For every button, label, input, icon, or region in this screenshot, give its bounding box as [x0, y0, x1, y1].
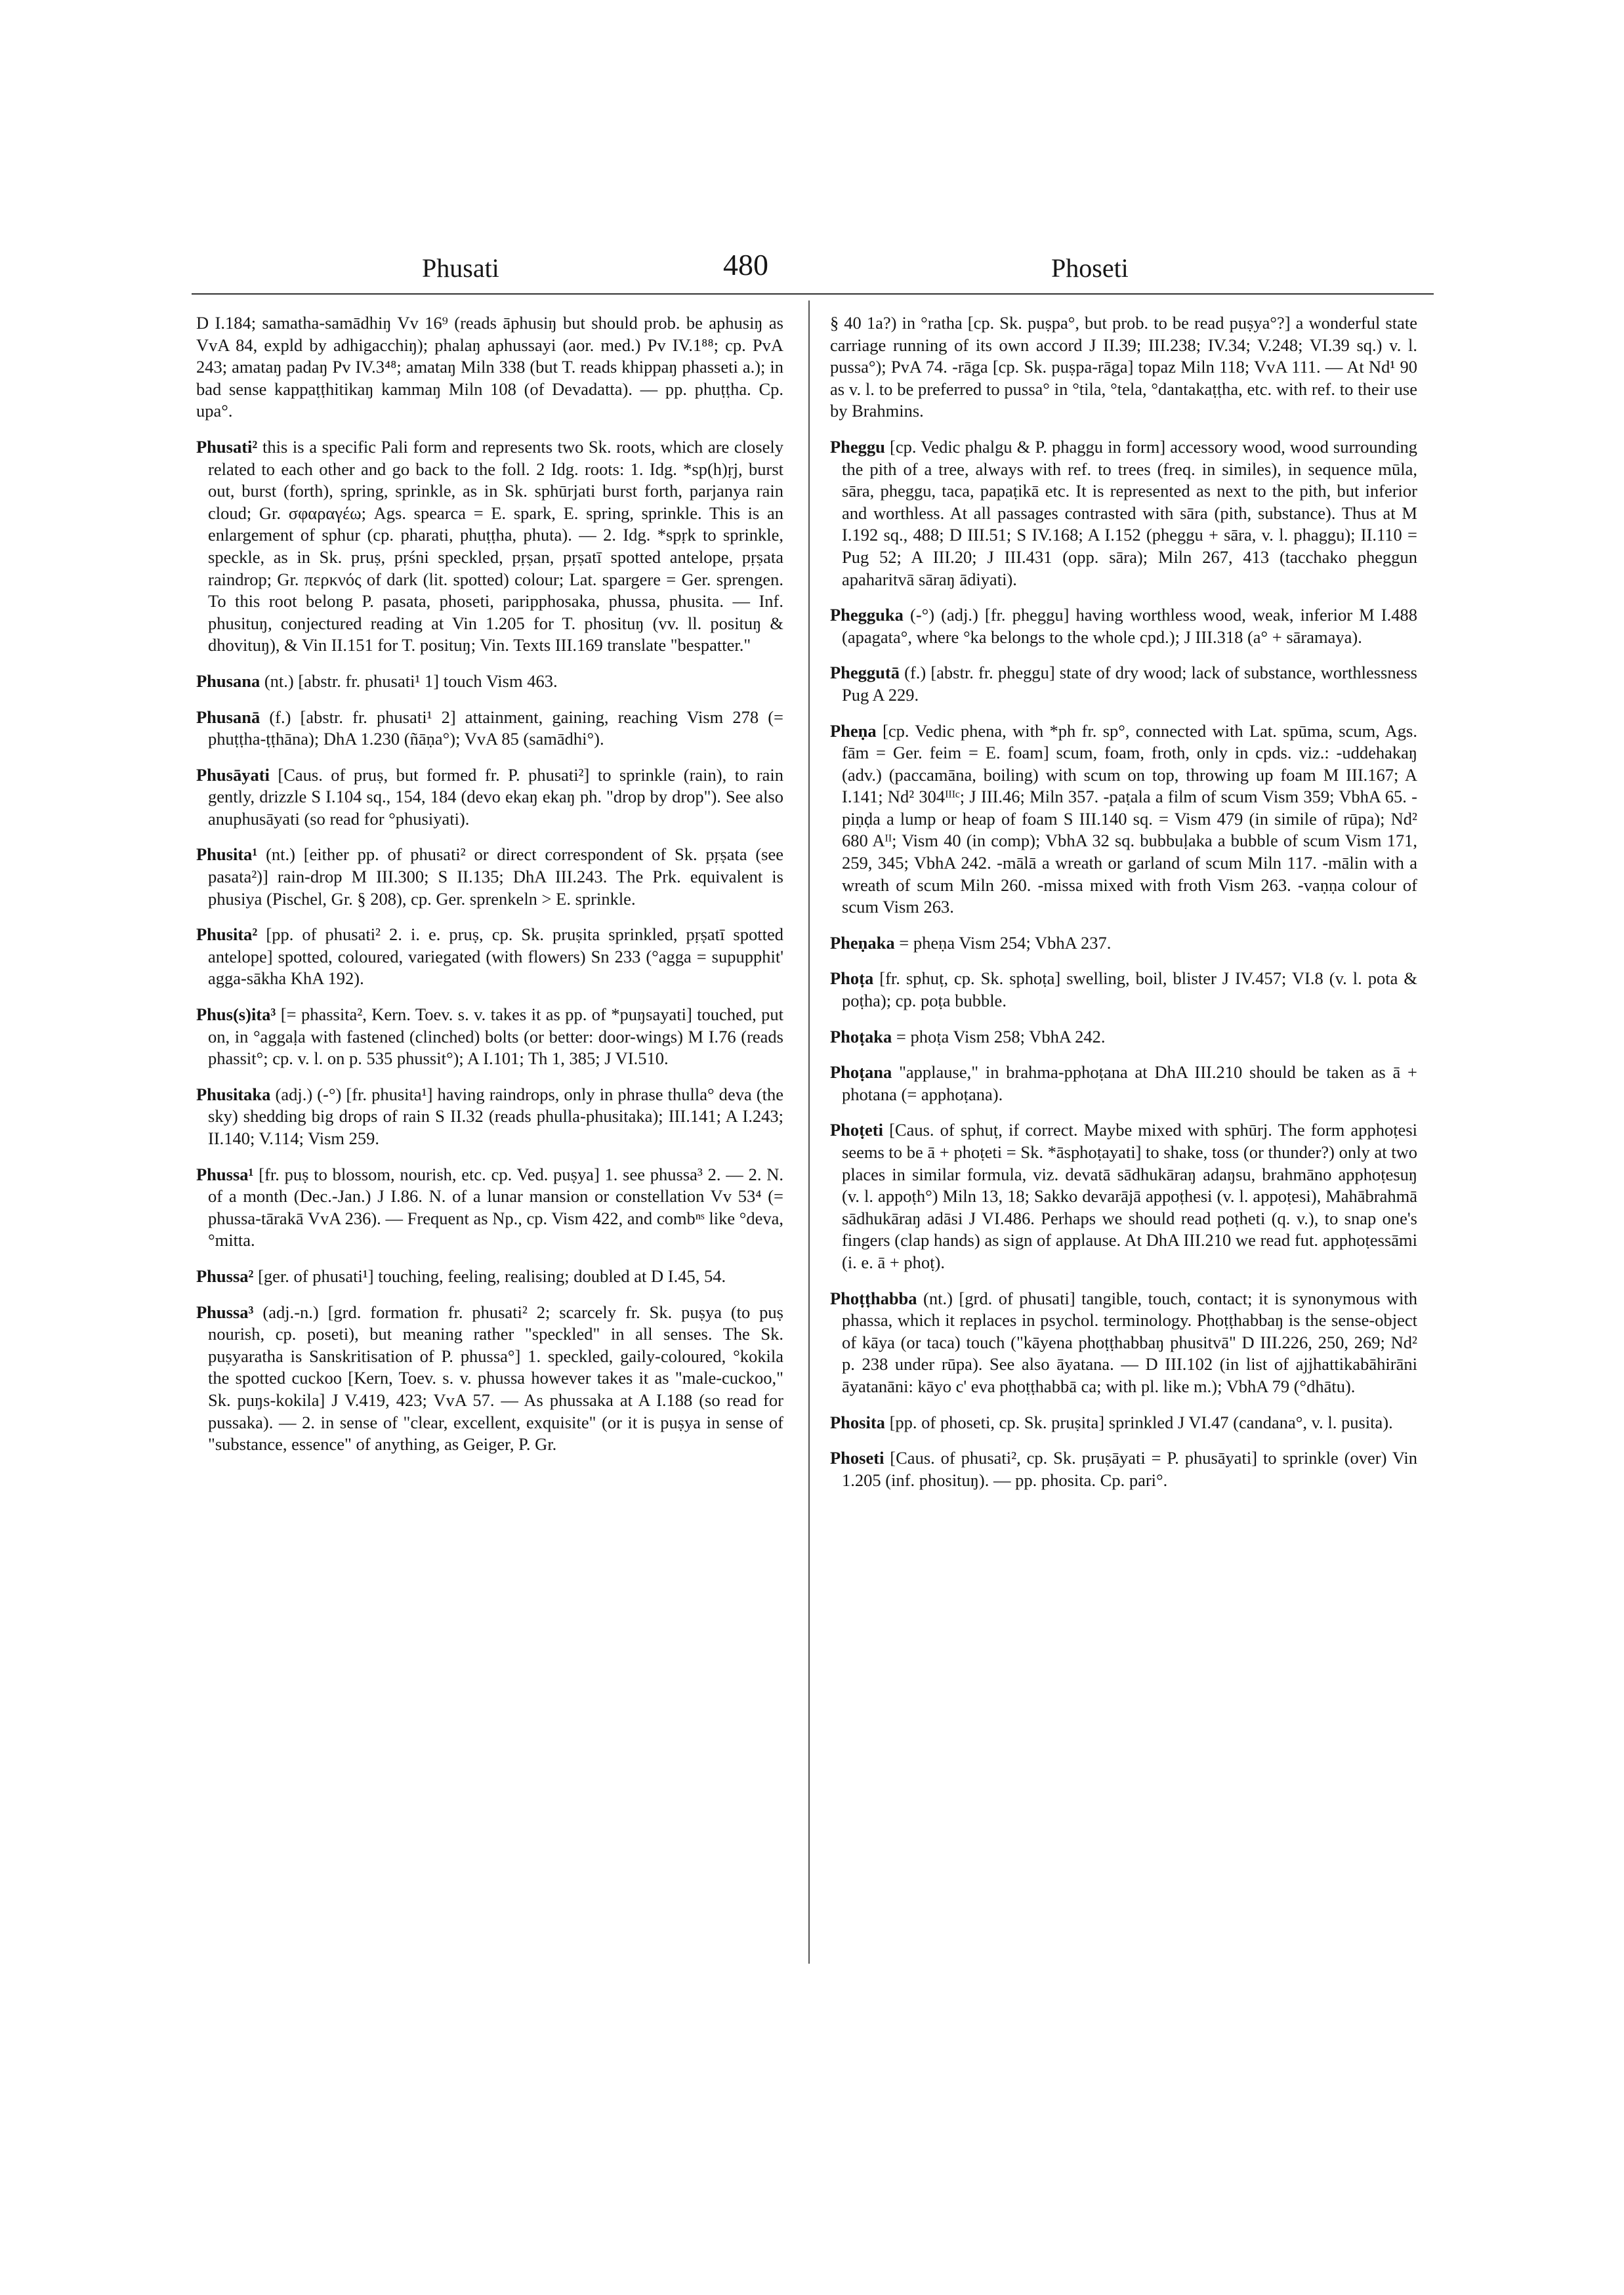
dictionary-entry [830, 720, 1417, 919]
left-guide-word: Phusati [422, 253, 499, 283]
entry-text: (nt.) [either pp. of phusati² or direct correspondent of Sk. pṛṣata (see pasata²)] rain-drop M III.300; S II.135; DhA III.243. The Prk. equivalent is phusiya (Pischel, Gr. § 208), cp. Ger. sprenkeln > E. sprinkle. [208, 844, 783, 909]
dictionary-entry [830, 1026, 1417, 1048]
dictionary-entry [830, 1412, 1417, 1434]
right-column [830, 312, 1417, 1505]
entry-text: (-°) (adj.) [fr. pheggu] having worthless wood, weak, inferior M I.488 (apagata°, where °ka belongs to the whole cpd.); J III.318 (a° + sāramaya). [842, 605, 1417, 647]
entry-text: = pheṇa Vism 254; VbhA 237. [894, 932, 1112, 953]
dictionary-entry [830, 1288, 1417, 1398]
entry-text: [Caus. of phusati², cp. Sk. pruṣāyati = P. phusāyati] to sprinkle (over) Vin 1.205 (inf. phosituŋ). — pp. phosita. Cp. pari°. [842, 1448, 1417, 1490]
entry-text: (f.) [abstr. fr. pheggu] state of dry wood; lack of substance, worthlessness Pug A 229. [842, 663, 1417, 705]
entry-text: § 40 1a?) in °ratha [cp. Sk. puṣpa°, but prob. to be read puṣya°?] a wonderful state carriage running of its own accord J II.39; III.238; IV.34; V.248; VI.39 sq.) v. l. pussa°); PvA 74. -rāga [cp. Sk. puṣpa-rāga] topaz Miln 118; VvA 111. — At Nd¹ 90 as v. l. to be preferred to pussa° in °tila, °tela, °dantakaṭṭha, etc. with ref. to their use by Brahmins. [830, 313, 1417, 421]
entry-text: = phoṭa Vism 258; VbhA 242. [892, 1026, 1106, 1046]
entry-text: [fr. sphuṭ, cp. Sk. sphoṭa] swelling, boil, blister J IV.457; VI.8 (v. l. pota & poṭha); cp. poṭa bubble. [842, 968, 1417, 1011]
entry-text: D I.184; samatha-samādhiŋ Vv 16⁹ (reads āphusiŋ but should prob. be aphusiŋ as VvA 84, expld by adhigacchiŋ); phalaŋ aphussayi (aor. med.) Pv IV.1⁸⁸; cp. PvA 243; amataŋ padaŋ Pv IV.3⁴⁸; amataŋ Miln 338 (but T. reads khippaŋ phasseti a.); in bad sense kappaṭṭhitikaŋ kammaŋ Miln 108 (of Devadatta). — pp. phuṭṭha. Cp. upa°. [196, 313, 783, 421]
dictionary-entry [196, 1164, 783, 1252]
dictionary-entry [196, 312, 783, 423]
entry-headword: Phoṭana [830, 1062, 892, 1083]
dictionary-entry [196, 671, 783, 693]
dictionary-entry [196, 1302, 783, 1456]
entry-text: "applause," in brahma-pphoṭana at DhA III.210 should be taken as ā + photana (= apphoṭana). [842, 1062, 1417, 1104]
entry-text: [ger. of phusati¹] touching, feeling, realising; doubled at D I.45, 54. [253, 1266, 726, 1286]
entry-headword: Phussa³ [196, 1302, 254, 1322]
entry-text: (nt.) [abstr. fr. phusati¹ 1] touch Vism 463. [260, 671, 558, 691]
column-divider [808, 300, 810, 1964]
dictionary-entry [830, 932, 1417, 955]
entry-text: [cp. Vedic phena, with *ph fr. sp°, connected with Lat. spūma, scum, Ags. fām = Ger. feim = E. foam] scum, foam, froth, only in cpds. viz.: -uddehakaŋ (adv.) (paccamāna, boiling) with scum on top, throwing up foam M III.167; A I.141; Nd² 304ᴵᴵᴵᶜ; J III.46; Miln 357. -paṭala a film of scum Vism 359; VbhA 65. -piṇḍa a lump or heap of foam S III.140 sq. = Vism 479 (in simile of rūpa); Nd² 680 Aᴵᴵ; Vism 40 (in comp); VbhA 32 sq. bubbuḷaka a bubble of scum Vism 171, 259, 345; VbhA 242. -mālā a wreath or garland of scum Miln 117. -mālin with a wreath of scum Miln 260. -missa mixed with froth Vism 263. -vaṇṇa colour of scum Vism 263. [842, 720, 1417, 917]
entry-headword: Pheṇaka [830, 932, 895, 953]
header-rule [192, 293, 1434, 295]
dictionary-entry [196, 1084, 783, 1150]
dictionary-entry [830, 1447, 1417, 1491]
dictionary-entry [196, 924, 783, 990]
running-head [0, 248, 1624, 292]
entry-headword: Phoṭṭhabba [830, 1288, 917, 1308]
entry-headword: Phegguka [830, 605, 904, 625]
dictionary-entry [830, 968, 1417, 1012]
entry-headword: Pheṇa [830, 720, 877, 741]
entry-headword: Phusati² [196, 436, 258, 457]
entry-headword: Pheggu [830, 436, 885, 457]
entry-text: [Caus. of sphuṭ, if correct. Maybe mixed with sphūrj. The form apphoṭesi seems to be ā + phoṭeti = Sk. *āsphoṭayati] to shake, toss (or thunder?) only at two places in similar formula, viz. devatā sādhukāraŋ adaŋsu, brahmāno apphoṭesuŋ (v. l. appoṭh°) Miln 13, 18; Sakko devarājā appoṭhesi (v. l. appoṭesi), Mahābrahmā sādhukāraŋ adāsi J VI.486. Perhaps we should read poṭheti (q. v.), to snap one's fingers (clap hands) as sign of applause. At DhA III.210 we read fut. apphoṭessāmi (i. e. ā + phoṭ). [842, 1120, 1417, 1272]
entry-headword: Phusana [196, 671, 260, 691]
entry-headword: Phusanā [196, 707, 260, 727]
dictionary-entry [196, 1266, 783, 1288]
dictionary-entry [196, 436, 783, 657]
dictionary-entry [830, 1119, 1417, 1273]
entry-text: [Caus. of pruṣ, but formed fr. P. phusati²] to sprinkle (rain), to rain gently, drizzle S I.104 sq., 154, 184 (devo ekaŋ ekaŋ ph. "drop by drop"). See also anuphusāyati (so read for °phusiyati). [208, 764, 783, 829]
dictionary-entry [830, 604, 1417, 648]
entry-text: this is a specific Pali form and represents two Sk. roots, which are closely related to each other and go back to the foll. 2 Idg. roots: 1. Idg. *sp(h)ṛj, burst out, burst (forth), spring, sprinkle, as in Sk. sphūrjati burst forth, parjanya rain cloud; Gr. σφαραγέω; Ags. spearca = E. spark, E. spring, sprinkle. This is an enlargement of sphur (cp. pharati, phuṭṭha, phuta). — 2. Idg. *spṛk to sprinkle, speckle, as in Sk. pruṣ, pṛśni speckled, pṛṣan, pṛṣatī spotted antelope, pṛṣata raindrop; Gr. περκνός of dark (lit. spotted) colour; Lat. spargere = Ger. sprengen. To this root belong P. pasata, phoseti, paripphosaka, phussa, phusita. — Inf. phusituŋ, conjectured reading at Vin 1.205 for T. phosituŋ (vv. ll. posituŋ & dhovituŋ), & Vin II.151 for T. posituŋ; Vin. Texts III.169 translate "bespatter." [208, 436, 783, 655]
entry-headword: Phoseti [830, 1448, 885, 1468]
entry-headword: Phusāyati [196, 764, 270, 785]
entry-headword: Phussa² [196, 1266, 254, 1286]
entry-headword: Pheggutā [830, 663, 900, 683]
entry-headword: Phoṭeti [830, 1120, 883, 1140]
entry-headword: Phusitaka [196, 1084, 271, 1104]
entry-text: (nt.) [grd. of phusati] tangible, touch, contact; it is synonymous with phassa, which it replaces in psychol. terminology. Phoṭṭhabbaŋ is the sense-object of kāya (or taca) touch ("kāyena phoṭṭhabbaŋ phusitvā" D III.226, 250, 269; Nd² p. 238 under rūpa). See also āyatana. — D III.102 (in list of ajjhattikabāhirāni āyatanāni: kāyo c' eva phoṭṭhabbā ca; with pl. like m.); VbhA 79 (°dhātu). [842, 1288, 1417, 1396]
entry-headword: Phusita¹ [196, 844, 258, 865]
entry-text: (adj.-n.) [grd. formation fr. phusati² 2; scarcely fr. Sk. puṣya (to puṣ nourish, cp. poseti), but meaning rather "speckled" in all senses. The Sk. puṣyaratha is Sanskritisation of P. phussa°] 1. speckled, gaily-coloured, °kokila the spotted cuckoo [Kern, Toev. s. v. phussa however takes it as "male-cuckoo," Sk. puŋs-kokila] J V.419, 423; VvA 57. — As phussaka at A I.188 (so read for pussaka). — 2. in sense of "clear, excellent, exquisite" (or it is puṣya in sense of "substance, essence" of anything, as Geiger, P. Gr. [208, 1302, 783, 1455]
page-number: 480 [723, 248, 768, 281]
entry-headword: Phus(s)ita³ [196, 1004, 276, 1025]
dictionary-entry [830, 1062, 1417, 1106]
entry-headword: Phusita² [196, 924, 258, 945]
dictionary-entry [196, 707, 783, 751]
entry-text: [cp. Vedic phalgu & P. phaggu in form] accessory wood, wood surrounding the pith of a tree, always with ref. to trees (freq. in similes), in sequence mūla, sāra, pheggu, taca, papaṭikā etc. It is represented as next to the pith, but inferior and worthless. At all passages contrasted with sāra (pith, substance). Thus at M I.192 sq., 488; D III.51; S IV.168; A I.152 (pheggu + sāra, v. l. phaggu); II.110 = Pug 52; A III.20; J III.431 (opp. sāra); Miln 267, 413 (tacchako pheggun apaharitvā sāraŋ ādiyati). [842, 436, 1417, 589]
right-guide-word: Phoseti [1051, 253, 1129, 283]
dictionary-entry [830, 662, 1417, 706]
entry-text: [pp. of phoseti, cp. Sk. pruṣita] sprinkled J VI.47 (candana°, v. l. pusita). [885, 1412, 1393, 1432]
dictionary-entry [830, 312, 1417, 423]
entry-text: (f.) [abstr. fr. phusati¹ 2] attainment, gaining, reaching Vism 278 (= phuṭṭha-ṭṭhāna); DhA 1.230 (ñāṇa°); VvA 85 (samādhi°). [208, 707, 783, 749]
entry-headword: Phussa¹ [196, 1164, 254, 1184]
entry-headword: Phoṭaka [830, 1026, 892, 1046]
entry-text: [pp. of phusati² 2. i. e. pruṣ, cp. Sk. pruṣita sprinkled, pṛṣatī spotted antelope] spotted, coloured, variegated (with flowers) Sn 233 (°agga = supupphit' agga-sākha KhA 192). [208, 924, 783, 989]
entry-text: [fr. puṣ to blossom, nourish, etc. cp. Ved. puṣya] 1. see phussa³ 2. — 2. N. of a month (Dec.-Jan.) J I.86. N. of a lunar mansion or constellation Vv 53⁴ (= phussa-tārakā VvA 236). — Frequent as Np., cp. Vism 422, and combⁿˢ like °deva, °mitta. [208, 1164, 783, 1251]
dictionary-entry [196, 764, 783, 831]
entry-headword: Phoṭa [830, 968, 874, 989]
dictionary-entry [196, 844, 783, 910]
dictionary-entry [830, 436, 1417, 590]
entry-headword: Phosita [830, 1412, 885, 1432]
dictionary-entry [196, 1004, 783, 1070]
entry-text: (adj.) (-°) [fr. phusita¹] having raindrops, only in phrase thulla° deva (the sky) shedding big drops of rain S II.32 (reads phulla-phusitaka); III.141; A I.243; II.140; V.114; Vism 259. [208, 1084, 783, 1148]
entry-text: [= phassita², Kern. Toev. s. v. takes it as pp. of *puŋsayati] touched, put on, in °aggaḷa with fastened (clinched) bolts (or better: door-wings) M I.76 (reads phassit°; cp. v. l. on p. 535 phussit°); A I.101; Th 1, 385; J VI.510. [208, 1004, 783, 1069]
left-column [196, 312, 783, 1470]
